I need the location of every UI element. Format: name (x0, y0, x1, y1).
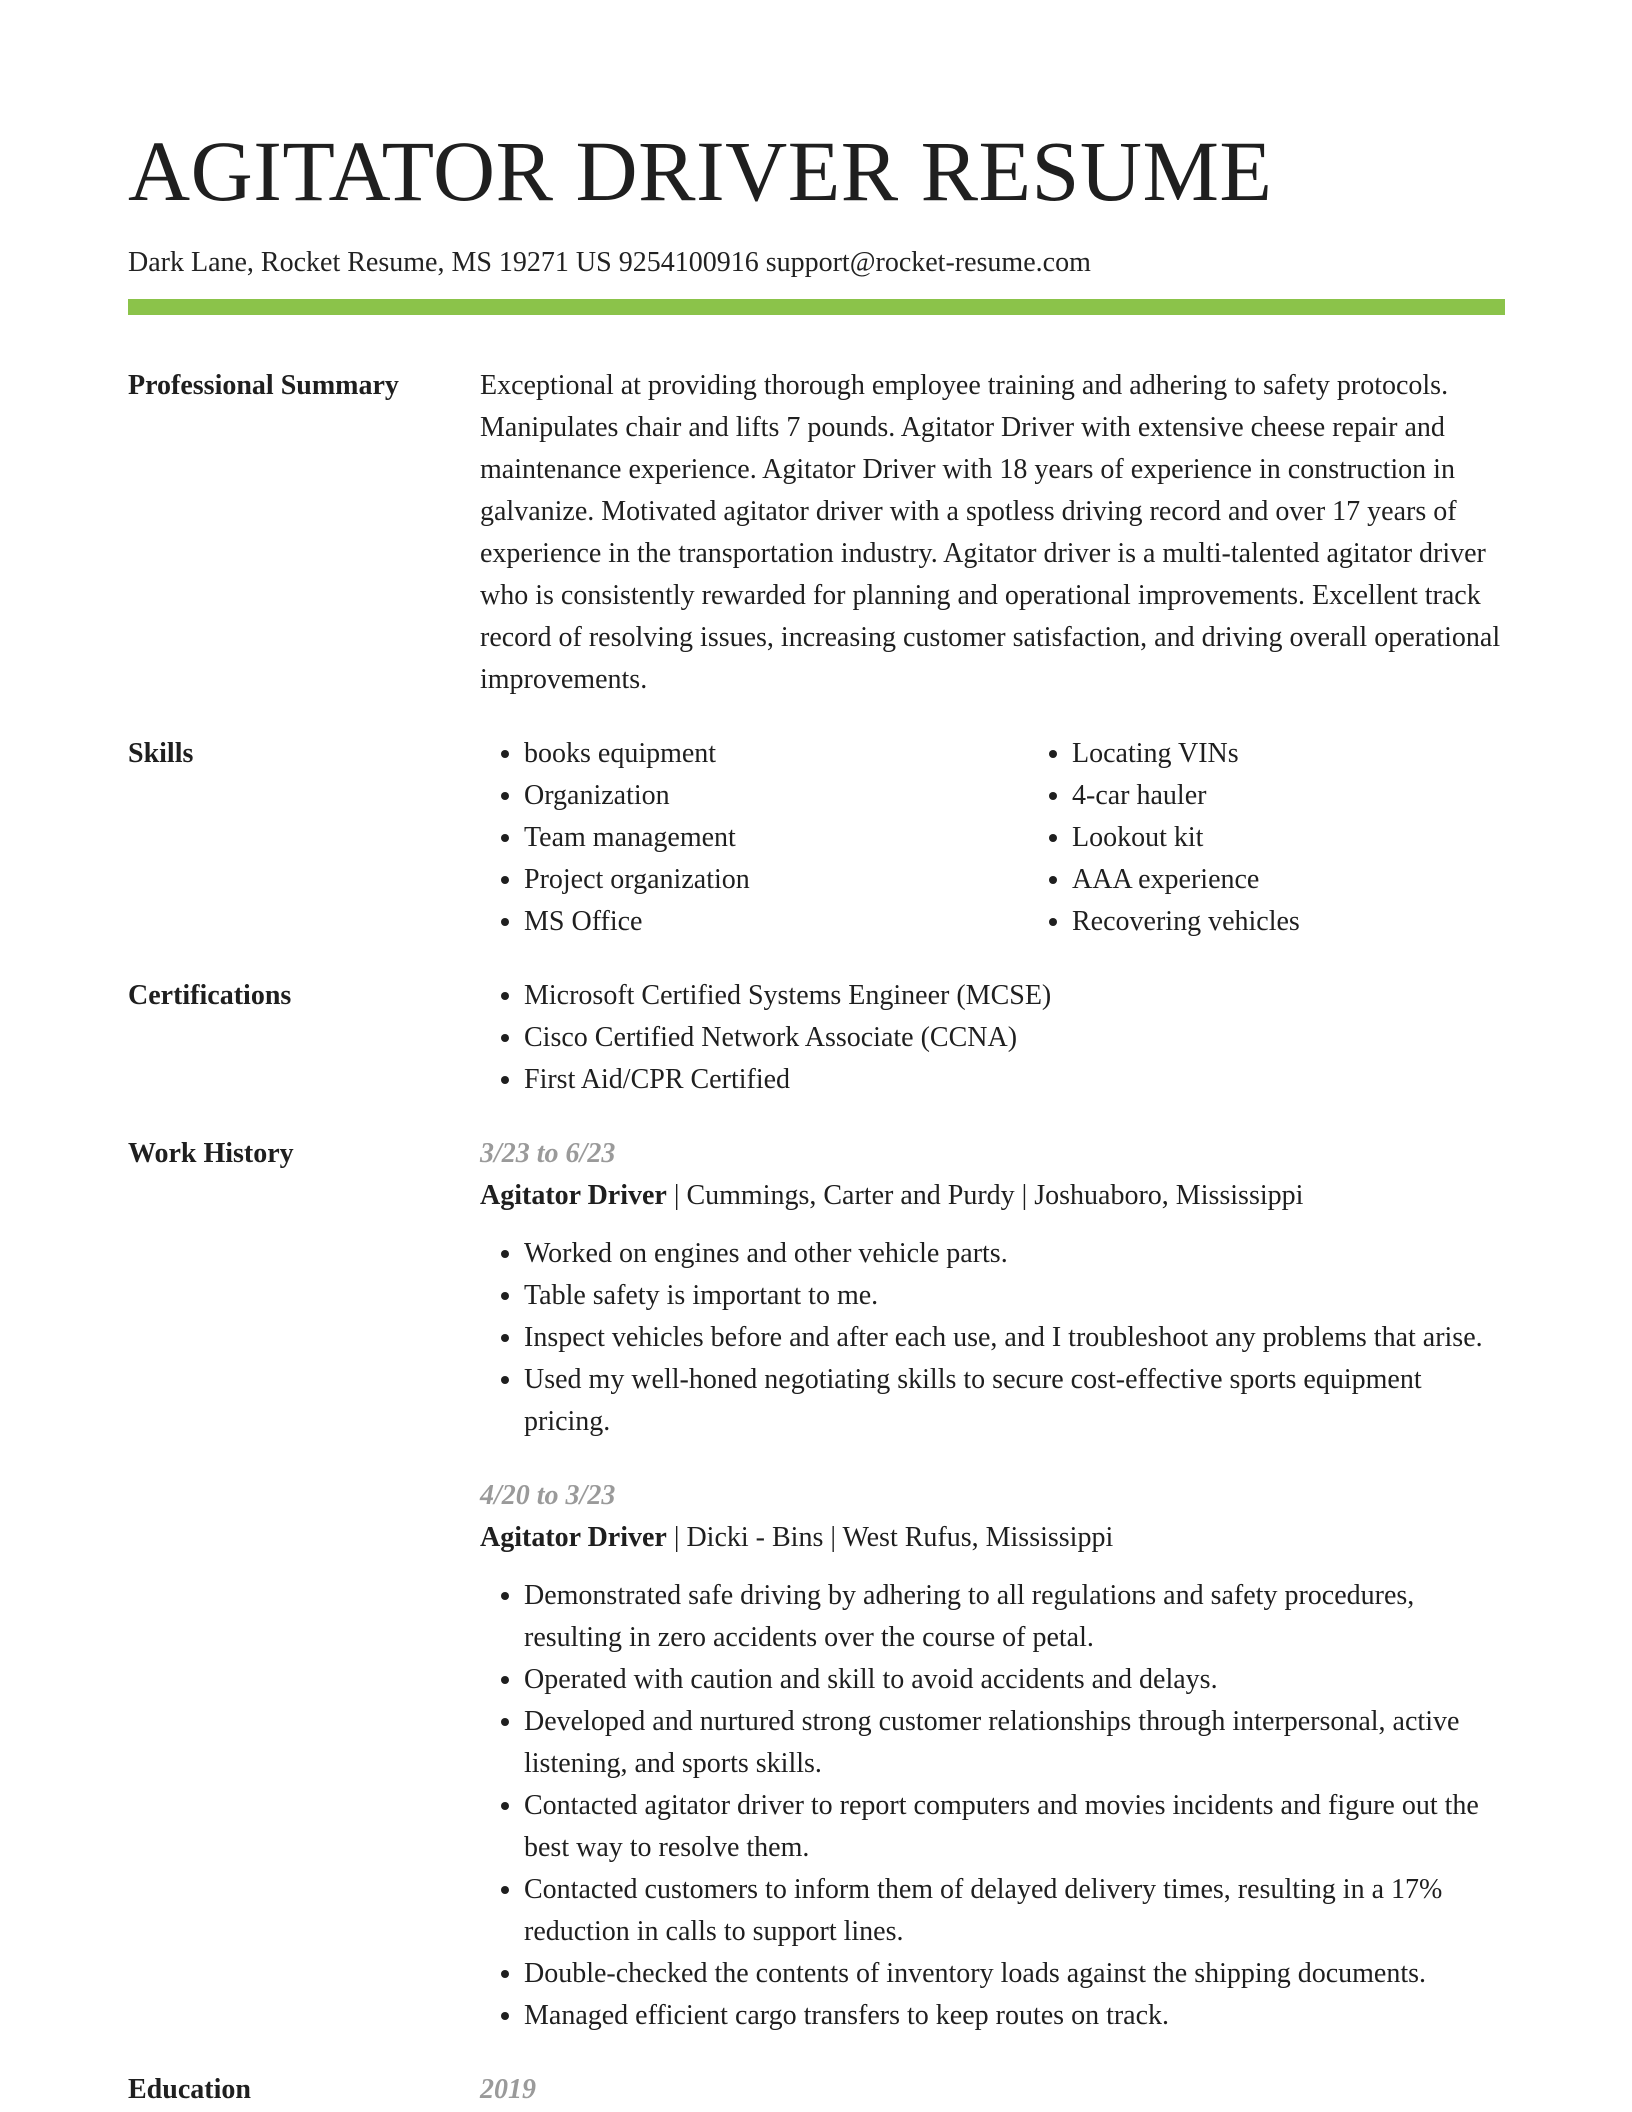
job-employer-location: | Dicki - Bins | West Rufus, Mississippi (666, 1522, 1114, 1553)
skill-item: • Team management (524, 817, 1028, 859)
job-bullet: • Developed and nurtured strong customer relationships through interpersonal, active listening, and sports skills. (524, 1701, 1505, 1785)
job-heading (480, 1175, 1505, 1217)
job-entry (480, 1475, 1505, 2037)
job-bullet: • Inspect vehicles before and after each use, and I troubleshoot any problems that arise. (524, 1317, 1505, 1359)
skill-item: • books equipment (524, 733, 1028, 775)
certifications-heading: Certifications (128, 980, 292, 1011)
job-dates: 4/20 to 3/23 (480, 1480, 616, 1511)
skill-item: • Recovering vehicles (1072, 901, 1576, 943)
certifications-section (128, 975, 1505, 1101)
summary-text: Exceptional at providing thorough employee training and adhering to safety protocols. Manipulates chair and lifts 7 pounds. Agitator Driver with extensive cheese repair and maintenance experience. Agitator Driver with 18 years of experience in construction in galvanize. Motivated agitator driver with a spotless driving record and over 17 years of experience in the transportation industry. Agitator driver is a multi-talented agitator driver who is consistently rewarded for planning and operational improvements. Excellent track record of resolving issues, increasing customer satisfaction, and driving overall operational improvements. (480, 370, 1501, 695)
skill-item: • AAA experience (1072, 859, 1576, 901)
job-bullet: • Operated with caution and skill to avoid accidents and delays. (524, 1659, 1505, 1701)
certification-item: • First Aid/CPR Certified (524, 1059, 1505, 1101)
job-bullet: • Contacted agitator driver to report computers and movies incidents and figure out the best way to resolve them. (524, 1785, 1505, 1869)
job-bullets (480, 1233, 1505, 1443)
job-employer-location: | Cummings, Carter and Purdy | Joshuaboro, Mississippi (666, 1180, 1304, 1211)
contact-line: Dark Lane, Rocket Resume, MS 19271 US 9254100916 support@rocket-resume.com (128, 247, 1091, 278)
job-bullet: • Double-checked the contents of inventory loads against the shipping documents. (524, 1953, 1505, 1995)
certifications-list (480, 975, 1505, 1101)
skills-heading: Skills (128, 738, 194, 769)
education-body (480, 2069, 1505, 2111)
job-bullet: • Used my well-honed negotiating skills to secure cost-effective sports equipment pricing. (524, 1359, 1505, 1443)
job-heading (480, 1517, 1505, 1559)
summary-section (128, 365, 1505, 701)
skill-item: • MS Office (524, 901, 1028, 943)
skill-item: • Project organization (524, 859, 1028, 901)
education-dates: 2019 (480, 2074, 536, 2105)
job-dates: 3/23 to 6/23 (480, 1138, 616, 1169)
skills-section (128, 733, 1505, 943)
job-bullets (480, 1575, 1505, 2037)
skill-item: • Locating VINs (1072, 733, 1576, 775)
certification-item: • Cisco Certified Network Associate (CCNA) (524, 1017, 1505, 1059)
education-heading: Education (128, 2074, 251, 2105)
skill-item: • Lookout kit (1072, 817, 1576, 859)
job-entry (480, 1133, 1505, 1443)
job-bullet: • Table safety is important to me. (524, 1275, 1505, 1317)
certification-item: • Microsoft Certified Systems Engineer (MCSE) (524, 975, 1505, 1017)
skills-columns (480, 733, 1576, 943)
skill-item: • Organization (524, 775, 1028, 817)
skills-list-left (480, 733, 1028, 943)
job-bullet: • Demonstrated safe driving by adhering to all regulations and safety procedures, resulting in zero accidents over the course of petal. (524, 1575, 1505, 1659)
summary-body (480, 365, 1505, 701)
work-history-heading: Work History (128, 1138, 294, 1169)
job-title: Agitator Driver (480, 1522, 667, 1553)
job-title: Agitator Driver (480, 1180, 667, 1211)
resume-title: AGITATOR DRIVER RESUME (128, 123, 1273, 219)
accent-divider (128, 299, 1505, 315)
job-bullet: • Managed efficient cargo transfers to keep routes on track. (524, 1995, 1505, 2037)
resume-document (128, 0, 1505, 2111)
work-history-section (128, 1133, 1505, 2037)
summary-heading: Professional Summary (128, 370, 399, 401)
skill-item: • 4-car hauler (1072, 775, 1576, 817)
work-history-body (480, 1133, 1505, 2037)
job-bullet: • Contacted customers to inform them of delayed delivery times, resulting in a 17% reduction in calls to support lines. (524, 1869, 1505, 1953)
skills-list-right (1028, 733, 1576, 943)
education-section (128, 2069, 1505, 2111)
job-bullet: • Worked on engines and other vehicle parts. (524, 1233, 1505, 1275)
certifications-body (480, 975, 1505, 1101)
